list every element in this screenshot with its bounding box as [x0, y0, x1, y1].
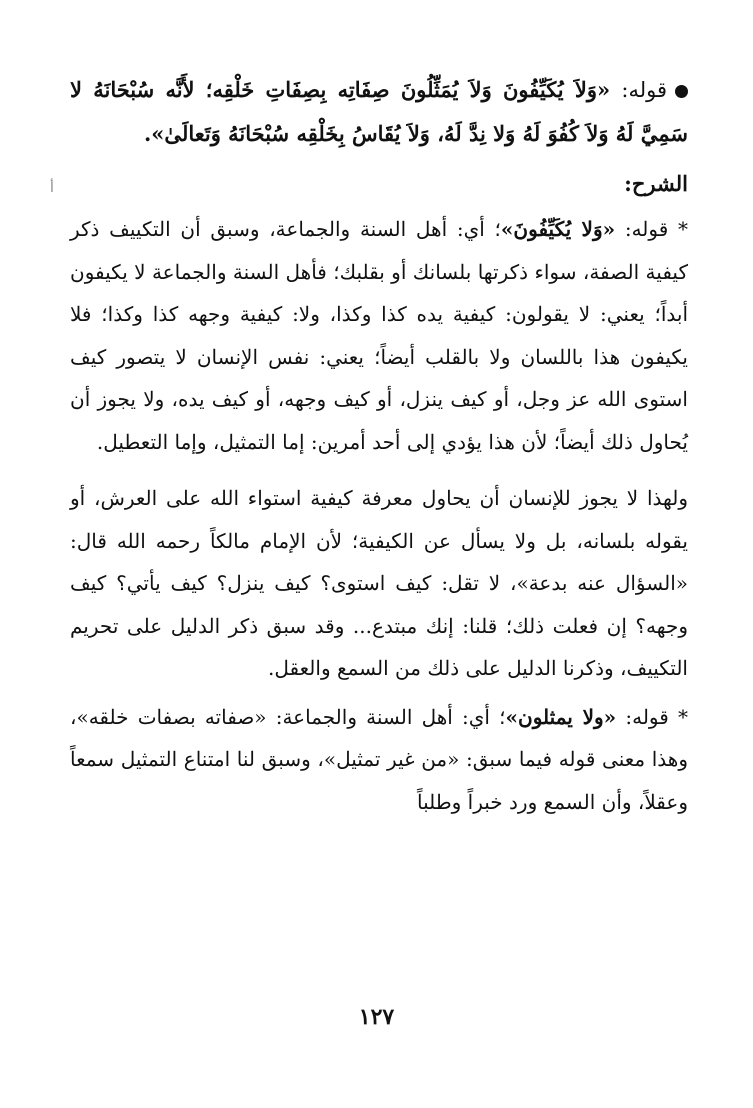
paragraph-1-intro: * قوله: — [624, 217, 689, 241]
paragraph-3-bold-quote: «ولا يمثلون» — [505, 704, 617, 729]
paragraph-3-text: ؛ أي: أهل السنة والجماعة: «صفاته بصفات خلقه»، وهذا معنى قوله فيما سبق: «من غير تمثيل»، وسبق لنا امتناع التمثيل سمعاً وعقلاً، وأن السمع ورد خبراً وطلباً — [70, 704, 688, 814]
section-heading: الشرح: — [624, 171, 688, 196]
paragraph-3 — [70, 696, 688, 824]
quoted-text-block — [70, 68, 688, 156]
paragraph-3-intro: * قوله: — [625, 704, 688, 729]
paragraph-1-text: ؛ أي: أهل السنة والجماعة، وسبق أن التكييف ذكر كيفية الصفة، سواء ذكرتها بلسانك أو بقلبك؛ فأهل السنة والجماعة لا يكيفون أبداً؛ يعني: لا يقولون: كيفية يده كذا وكذا، ولا: كيفية وجهه كذا وكذا؛ فلا يكيفون هذا باللسان ولا بالقلب أيضاً؛ يعني: نفس الإنسان لا يتصور كيف استوى الله عز وجل، أو كيف ينزل، أو كيف وجهه، أو كيف يده، ولا يجوز أن يُحاول ذلك أيضاً؛ لأن هذا يؤدي إلى أحد أمرين: إما التمثيل، وإما التعطيل. — [70, 217, 688, 454]
bullet-icon — [675, 85, 688, 98]
paragraph-1 — [70, 208, 688, 463]
page-number: ١٢٧ — [358, 1004, 395, 1030]
paragraph-1-bold-quote: «وَلا يُكَيِّفُونَ» — [500, 217, 616, 241]
paragraph-2-text: ولهذا لا يجوز للإنسان أن يحاول معرفة كيفية استواء الله على العرش، أو يقوله بلسانه، بل ولا يسأل عن الكيفية؛ لأن الإمام مالكاً رحمه الله قال: «السؤال عنه بدعة»، لا تقل: كيف استوى؟ كيف ينزل؟ كيف يأتي؟ كيف وجهه؟ إن فعلت ذلك؛ قلنا: إنك مبتدع... وقد سبق ذكر الدليل على تحريم التكييف، وذكرنا الدليل على ذلك من السمع والعقل. — [70, 486, 688, 680]
page-body — [70, 60, 688, 823]
margin-mark: أ — [50, 180, 54, 196]
quote-text: «وَلاَ يُكَيِّفُونَ وَلاَ يُمَثِّلُونَ صِفَاتِه بِصِفَاتِ خَلْقِه؛ لأَنَّه سُبْحَانَهُ لا سَمِيَّ لَهُ وَلاَ كُفُوَ لَهُ وَلا نِدَّ لَهُ، وَلاَ يُقَاسُ بِخَلْقِه سُبْحَانَهُ وَتَعالَىٰ». — [70, 77, 688, 146]
quote-lead: قوله: — [621, 78, 668, 102]
paragraph-2 — [70, 477, 688, 690]
